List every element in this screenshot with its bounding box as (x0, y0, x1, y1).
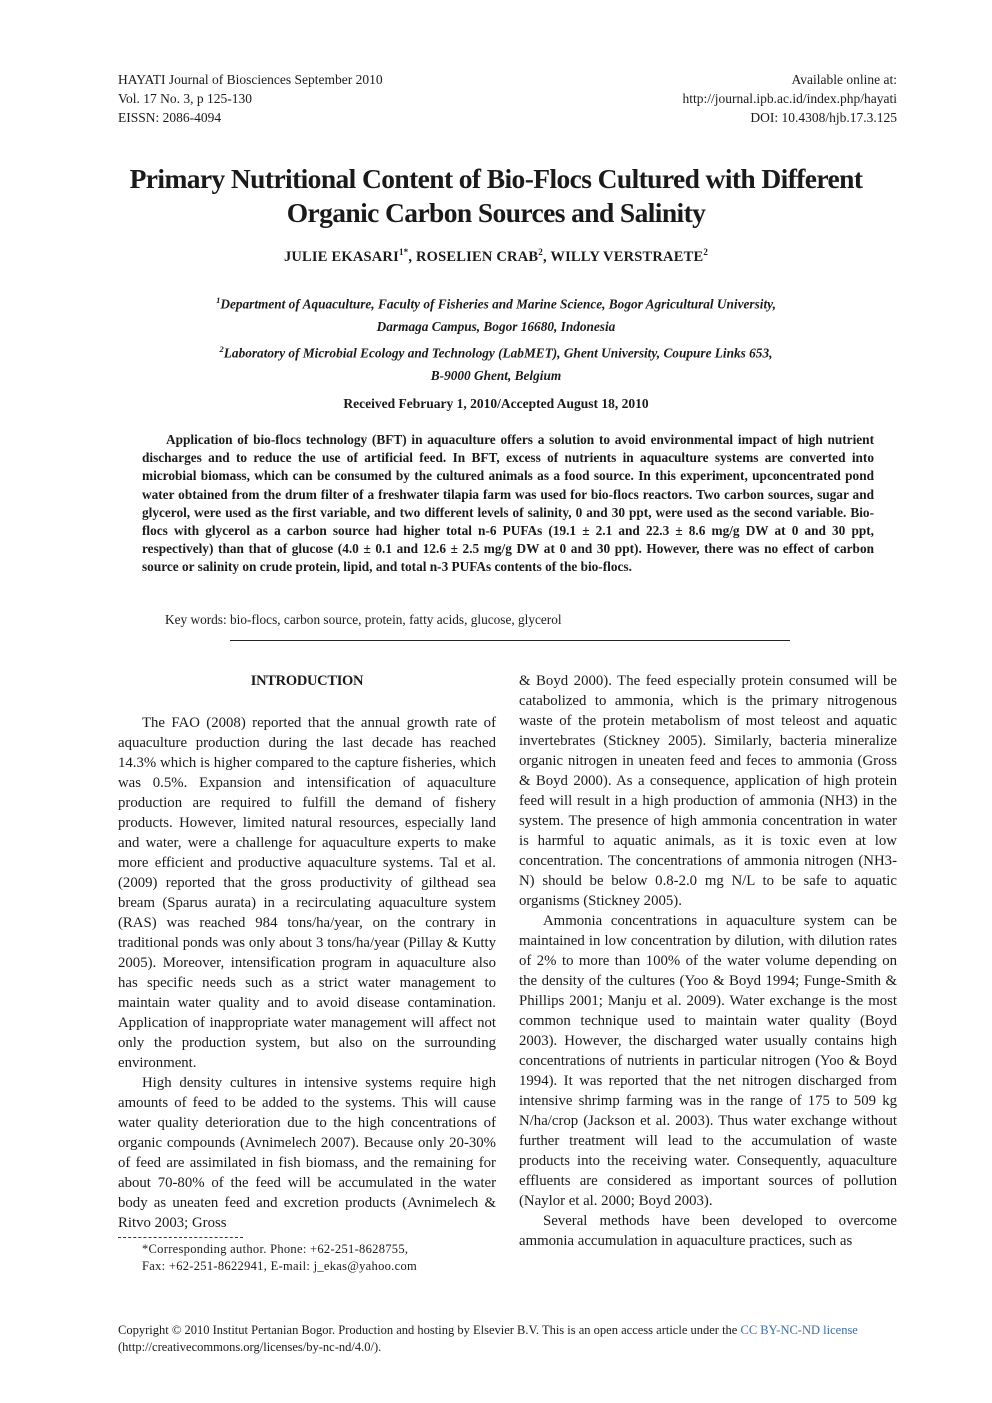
abstract: Application of bio-flocs technology (BFT) in aquaculture offers a solution to avoid environmental impact of high nutrient discharges and to reduce the use of artificial feed. In BFT, excess of nutrients in aquaculture systems are converted into microbial biomass, which can be consumed by the cultured animals as a food source. In this experiment, upconcentrated pond water obtained from the drum filter of a freshwater tilapia farm was used for bio-flocs reactors. Two carbon sources, sugar and glycerol, were used as the first variable, and two different levels of salinity, 0 and 30 ppt, were used as the second variable. Bio-flocs with glycerol as a carbon source had higher total n-6 PUFAs (19.1 ± 2.1 and 22.3 ± 8.6 mg/g DW at 0 and 30 ppt, respectively) than that of glucose (4.0 ± 0.1 and 12.6 ± 2.5 mg/g DW at 0 and 30 ppt). However, there was no effect of carbon source or salinity on crude protein, lipid, and total n-3 PUFAs contents of the bio-flocs. (142, 432, 874, 575)
paper-title (110, 162, 882, 230)
affiliations (130, 289, 862, 388)
section-heading-introduction: INTRODUCTION (250, 673, 364, 689)
intro-paragraph-3: & Boyd 2000). The feed especially protein consumed will be catabolized to ammonia, which is the primary nitrogenous waste of the protein metabolism of most teleost and aquatic invertebrates (Stickney 2005). Similarly, bacteria mineralize organic nitrogen in uneaten feed and feces to ammonia (Gross & Boyd 2000). As a consequence, application of high protein feed will result in a high production of ammonia (NH3) in the system. The presence of high ammonia concentration in water is harmful to aquatic animals, as it is toxic even at low concentration. The concentrations of ammonia nitrogen (NH3-N) should be below 0.8-2.0 mg N/L to be safe to aquatic organisms (Stickney 2005). (519, 673, 897, 909)
footnote-line-2: Fax: +62-251-8622941, E-mail: j_ekas@yahoo.com (142, 1259, 418, 1273)
section-divider (230, 640, 790, 641)
title-line-2: Organic Carbon Sources and Salinity (286, 197, 706, 228)
footnote-separator (118, 1237, 243, 1238)
eissn: EISSN: 2086-4094 (118, 110, 222, 125)
received-date: Received February 1, 2010/Accepted August 18, 2010 (343, 396, 649, 411)
author-list: JULIE $EKASARI^{1*}$, ROSELIEN CRAB$^2$, WILLY VERSTRAETE$^2$ (283, 247, 709, 265)
footnote-line-1: *Corresponding author. Phone: +62-251-8628755, (142, 1242, 409, 1256)
intro-paragraph-2: High density cultures in intensive systems require high amounts of feed to be added to the systems. This will cause water quality deterioration due to the high concentrations of organic compounds (Avnimelech 2007). Because only 20-30% of feed are assimilated in fish biomass, and the remaining for about 70-80% of the feed will be accumulated in the water body as uneaten feed and excretion products (Avnimelech & Ritvo 2003; Gross (118, 1075, 496, 1231)
journal-header-left (118, 70, 518, 127)
intro-paragraph-1: The FAO (2008) reported that the annual growth rate of aquaculture production during the last decade has reached 14.3% which is higher compared to the capture fisheries, which was 0.5%. Expansion and intensification of aquaculture production are required to fulfill the demand of fishery products. However, limited natural resources, especially land and water, were a challenge for aquaculture experts to make more efficient and productive aquaculture systems. Tal et al. (2009) reported that the gross productivity of gilthead sea bream (Sparus aurata) in a recirculating aquaculture system (RAS) was reached 984 tons/ha/year, on the contrary in traditional ponds was only about 3 tons/ha/year (Pillay & Kutty 2005). Moreover, intensification program in aquaculture also has specific needs such as a strict water management to maintain water quality and to avoid disease contamination. Application of inappropriate water management will affect not only the production system, but also on the surrounding environment. (118, 715, 496, 1071)
affiliation-2: $^2$Laboratory of Microbial Ecology and Technology (LabMET), Ghent University, Coupure Links 653, (219, 344, 773, 361)
copyright-text: Copyright © 2010 Institut Pertanian Bogor. Production and hosting by Elsevier B.V. This is an open access article under the (118, 1323, 741, 1337)
journal-header-right (497, 70, 897, 127)
keywords: Key words: bio-flocs, carbon source, protein, fatty acids, glucose, glycerol (165, 612, 562, 627)
doi[interactable]: DOI: 10.4308/hjb.17.3.125 (750, 110, 897, 125)
available-online: Available online at: (791, 72, 897, 87)
intro-paragraph-5: Several methods have been developed to overcome ammonia accumulation in aquaculture practices, such as (519, 1213, 897, 1249)
author-2-sup: 2 (538, 247, 543, 257)
right-column (519, 671, 897, 1251)
left-column (118, 671, 496, 1275)
affiliation-2-cont: B-9000 Ghent, Belgium (430, 368, 562, 384)
journal-url[interactable]: http://journal.ipb.ac.id/index.php/hayati (682, 91, 897, 106)
title-line-1: Primary Nutritional Content of Bio-Flocs Cultured with Different (129, 163, 863, 194)
author-1: JULIE EKASARI (283, 248, 399, 265)
volume-info: Vol. 17 No. 3, p 125-130 (118, 91, 253, 106)
author-2: ROSELIEN CRAB (416, 248, 539, 265)
license-url[interactable]: (http://creativecommons.org/licenses/by-nc-nd/4.0/). (118, 1340, 382, 1354)
author-3-sup: 2 (703, 247, 709, 257)
affiliation-1: $^1$Department of Aquaculture, Faculty of Fisheries and Marine Science, Bogor Agricultural University, (216, 295, 776, 312)
journal-name: HAYATI Journal of Biosciences September 2010 (118, 72, 383, 87)
affiliation-1-cont: Darmaga Campus, Bogor 16680, Indonesia (376, 318, 616, 334)
license-link[interactable]: CC BY-NC-ND license (740, 1323, 858, 1337)
author-1-sup: 1* (398, 247, 409, 257)
intro-paragraph-4: Ammonia concentrations in aquaculture system can be maintained in low concentration by dilution, with dilution rates of 2% to more than 100% of the water volume depending on the density of the cultures (Yoo & Boyd 1994; Funge-Smith & Phillips 2001; Manju et al. 2009). Water exchange is the most common technique used to maintain water quality (Boyd 2003). However, the discharged water usually contains high concentrations of nutrients in particular nitrogen (Yoo & Boyd 1994). It was reported that the net nitrogen discharged from intensive shrimp farming was in the range of 175 to 509 kg N/ha/crop (Jackson et al. 2003). Thus water exchange without further treatment will lead to the accumulation of waste products into the receiving water. Consequently, aquaculture effluents are considered as important sources of pollution (Naylor et al. 2000; Boyd 2003). (519, 913, 897, 1209)
author-3: WILLY VERSTRAETE (550, 248, 704, 265)
corresponding-author-footnote (118, 1241, 496, 1275)
copyright-notice (118, 1322, 898, 1356)
